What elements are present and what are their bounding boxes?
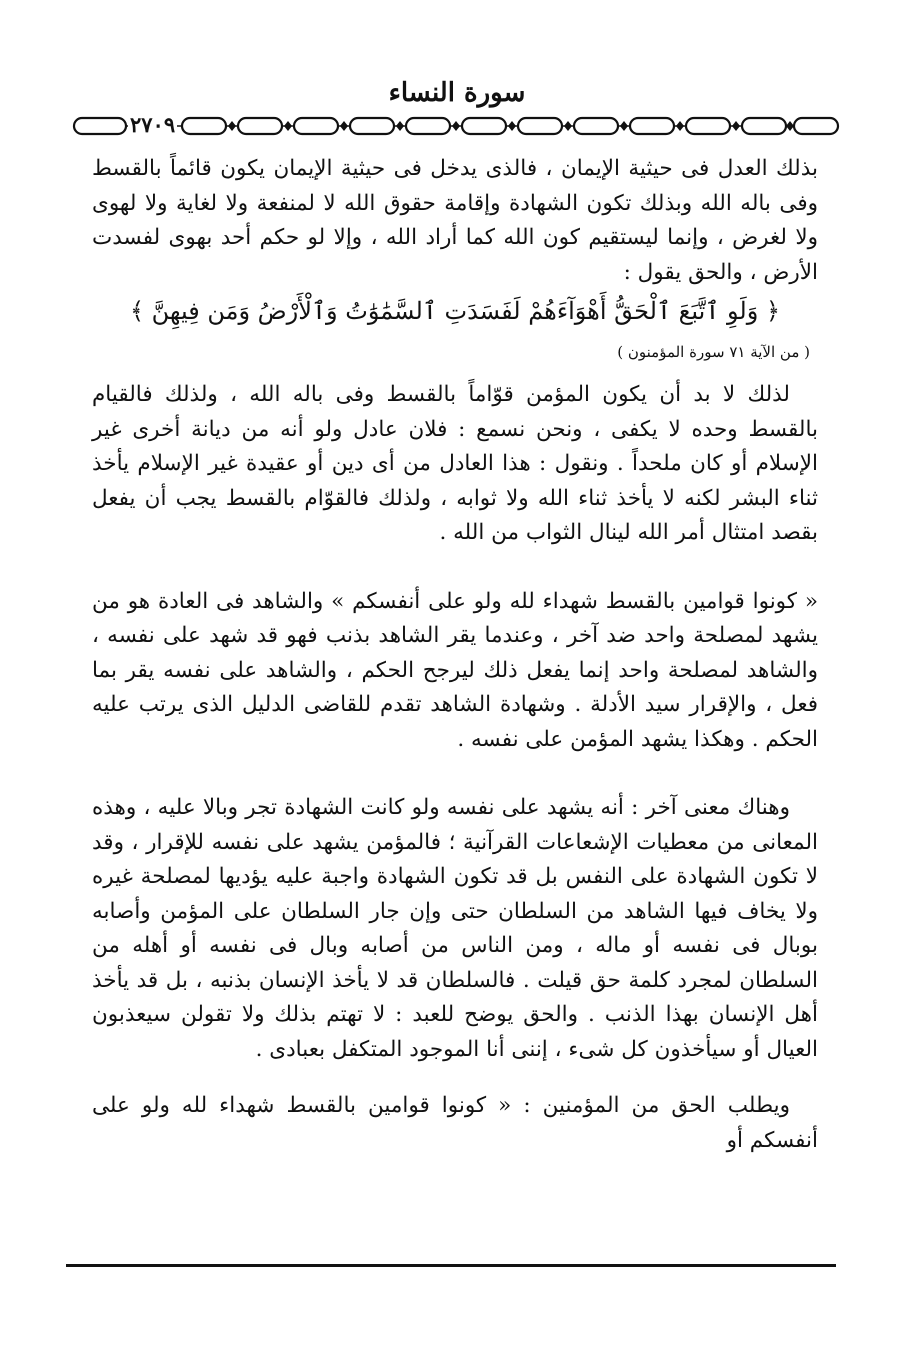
paragraph-4: وهناك معنى آخر : أنه يشهد على نفسه ولو كانت الشهادة تجر وبالا عليه ، وهذه المعانى من معطيات الإشعاعات القرآنية ؛ فالمؤمن يشهد على نفسه للإقرار ، وقد لا تكون الشهادة على النفس بل قد تكون الشهادة واجبة عليه يؤديها لمصلحة غيره ولا يخاف فيها الشاهد من السلطان حتى وإن جار السلطان على المؤمن وأصابه بوبال فى نفسه أو ماله ، ومن الناس من أصابه وبال فى نفسه أو أهله من السلطان لمجرد كلمة حق قيلت . فالسلطان قد لا يأخذ الإنسان بذنبه ، بل قد يأخذ أهل الإنسان بهذا الذنب . والحق يوضح للعبد : لا تهتم بذلك ولا تقولن سيعذبون العيال أو سيأخذون كل شىء ، إننى أنا الموجود المتكفل بعبادى . [92,795,818,1062]
surah-title: سورة النساء [388,78,526,108]
page-body [92,152,818,1158]
paragraph-2: لذلك لا بد أن يكون المؤمن قوّاماً بالقسط وفى باله الله ، ولذلك فالقيام بالقسط وحده لا يكفى ، ونحن نسمع : فلان عادل ولو أنه من ديانة أخرى غير الإسلام أو كان ملحداً . ونقول : هذا العادل من أى دين أو عقيدة غير الإسلام يأخذ ثناء البشر لكنه لا يأخذ ثناء الله ولا ثوابه ، ولذلك فالقوّام بالقسط يجب أن يفعل بقصد امتثال أمر الله لينال الثواب من الله . [92,382,818,545]
paragraph-3: « كونوا قوامين بالقسط شهداء لله ولو على أنفسكم » والشاهد فى العادة هو من يشهد لمصلحة واحد ضد آخر ، وعندما يقر الشاهد بذنب فهو قد شهد على نفسه ، والشاهد لمصلحة واحد إنما يفعل ذلك ليرجح الحكم ، والشاهد على نفسه يقر بما فعل ، والإقرار سيد الأدلة . وشهادة الشاهد تقدم للقاضى الدليل الذى يرتب عليه الحكم . وهكذا يشهد المؤمن على نفسه . [92,588,818,752]
ornamental-border [72,113,842,139]
quran-verse: ﴿ وَلَوِ ٱتَّبَعَ ٱلْحَقُّ أَهْوَآءَهُمْ لَفَسَدَتِ ٱلسَّمَٰوَٰتُ وَٱلْأَرْضُ وَمَن فِيهِنَّ ﴾ [129,297,781,325]
page-number: ٢٧٠٩ [130,112,176,137]
bottom-divider [66,1264,836,1267]
paragraph-5: ويطلب الحق من المؤمنين : « كونوا قوامين بالقسط شهداء لله ولو على أنفسكم أو [92,1093,818,1153]
paragraph-1: بذلك العدل فى حيثية الإيمان ، فالذى يدخل فى حيثية الإيمان يكون قائماً بالقسط وفى باله الله وبذلك تكون الشهادة وإقامة حقوق الله لا لمنفعة ولا لغاية ولا لهوى ولا لغرض ، وإنما ليستقيم كون الله كما أراد الله ، وإلا لو حكم أحد بهوى لفسدت الأرض ، والحق يقول : [92,156,818,285]
verse-citation: ( من الآية ٧١ سورة المؤمنون ) [617,343,810,361]
